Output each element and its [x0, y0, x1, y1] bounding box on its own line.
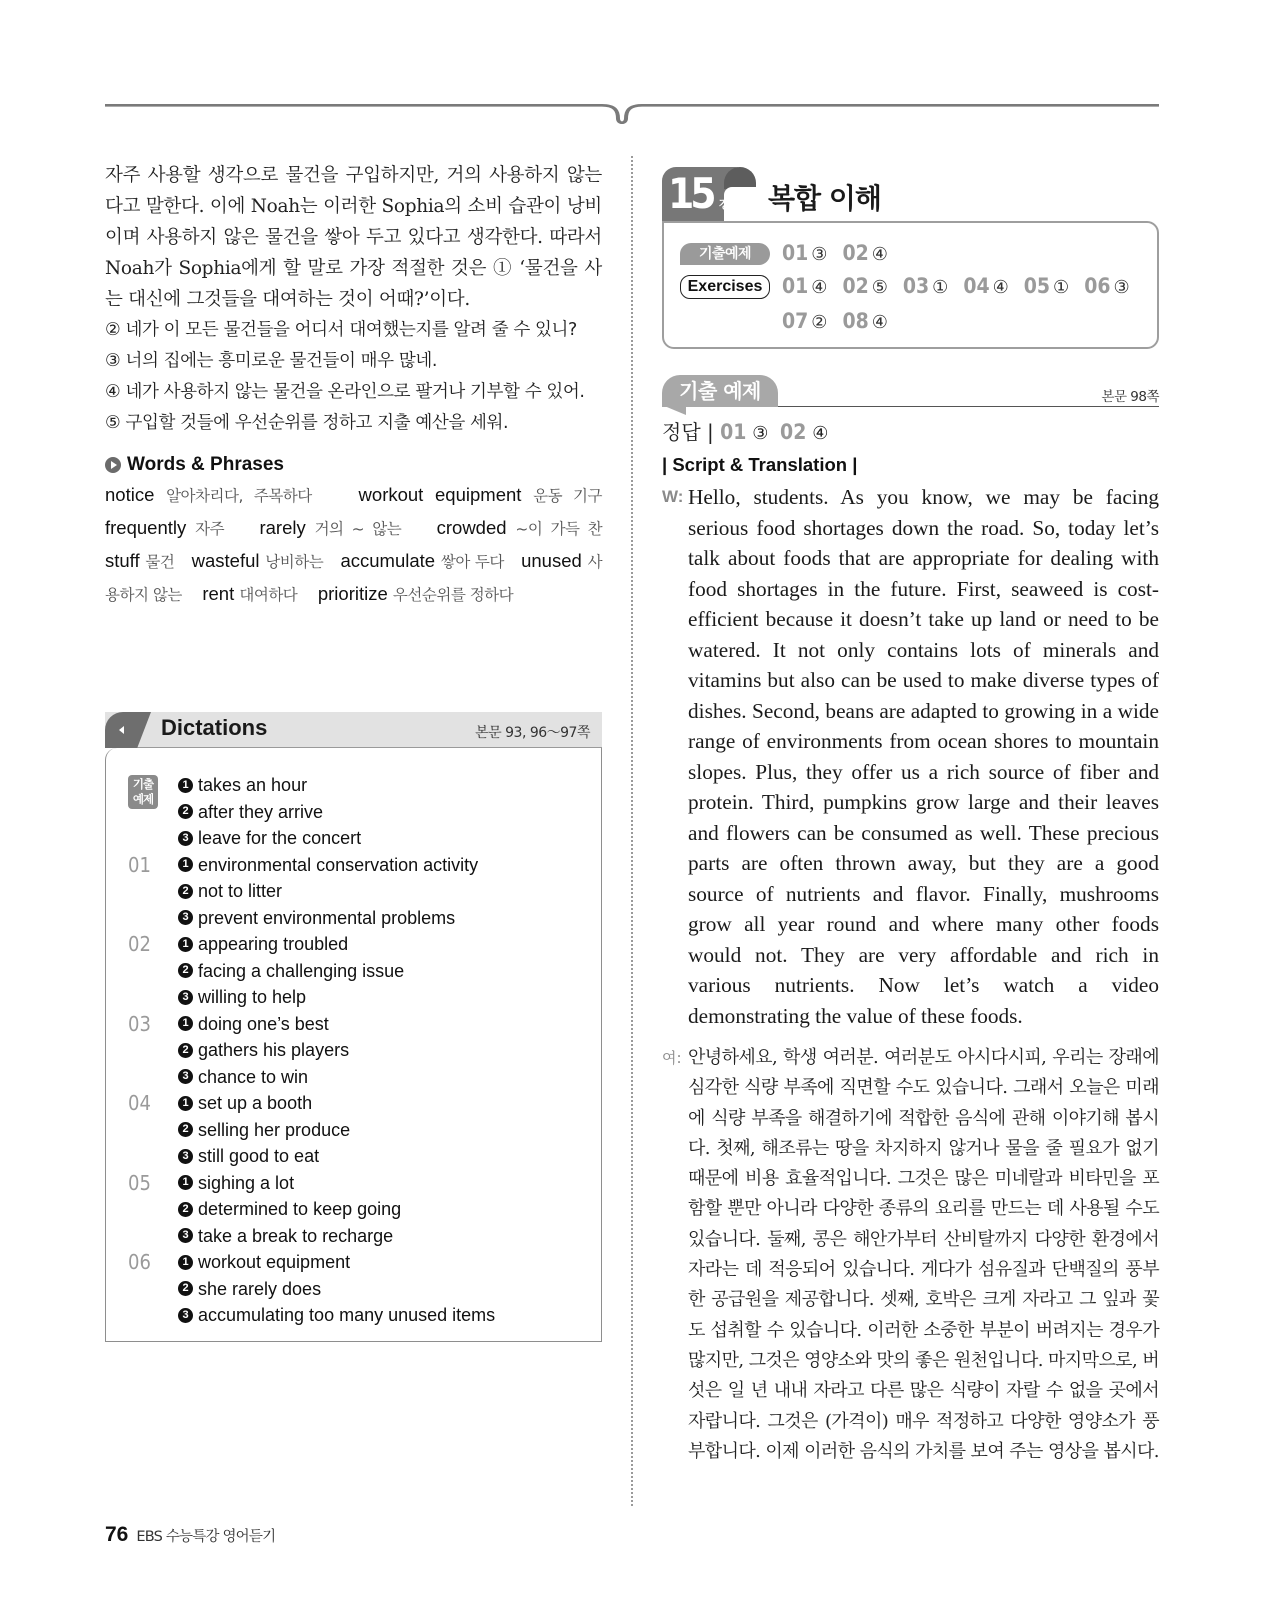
circled-1-icon: 1	[178, 1096, 193, 1111]
vocab-word: rarely	[259, 517, 306, 538]
vocab-meaning: 거의 ~ 않는	[314, 520, 402, 538]
lesson-header	[662, 165, 1159, 223]
dictation-item: 1 takes an hour	[178, 772, 601, 799]
circled-1-icon: 1	[178, 1255, 193, 1270]
explanation-paragraph: 자주 사용할 생각으로 물건을 구입하지만, 거의 사용하지 않는다고 말한다. 이에 Noah는 이러한 Sophia의 소비 습관이 낭비이며 사용하지 않은 물건을 쌓아 두고 있다고 생각한다. 따라서 Noah가 Sophia에게 할 말로 가장 적절한 것은 ① ‘물건을 사는 대신에 그것들을 대여하는 것이 어때?’이다.	[105, 165, 602, 310]
answer-item: 03 ①	[902, 274, 949, 298]
words-phrases-heading	[105, 451, 602, 479]
vocab-meaning: 대여하다	[239, 586, 298, 604]
book-title: EBS 수능특강 영어듣기	[136, 1529, 276, 1545]
dictation-item: 1 environmental conservation activity	[178, 852, 601, 879]
dictation-item: 2 facing a challenging issue	[178, 958, 601, 985]
vocab-entry	[340, 550, 503, 571]
dictations-title: Dictations	[161, 715, 268, 740]
speaker-label: 여:	[662, 1049, 682, 1067]
vocab-word: prioritize	[317, 583, 388, 604]
circled-2-icon: 2	[178, 1281, 193, 1296]
korean-translation	[662, 1043, 1159, 1467]
dictation-number: 06	[128, 1250, 151, 1274]
option-3: ③ 너의 집에는 흥미로운 물건들이 매우 많네.	[105, 351, 438, 371]
circled-3-icon: 3	[178, 1228, 193, 1243]
dictation-number: 04	[128, 1091, 151, 1115]
vocab-meaning: ~이 가득 찬	[515, 520, 603, 538]
circled-3-icon: 3	[178, 1149, 193, 1164]
dictation-item: 3 take a break to recharge	[178, 1223, 601, 1250]
vocab-word: crowded	[436, 517, 507, 538]
circled-2-icon: 2	[178, 963, 193, 978]
vocab-meaning: 알아차리다, 주목하다	[166, 487, 312, 505]
dictation-group-04	[106, 1090, 601, 1170]
words-phrases-list	[105, 479, 602, 611]
dictation-item: 2 selling her produce	[178, 1117, 601, 1144]
dictation-item: 3 prevent environmental problems	[178, 905, 601, 932]
dictation-group-02	[106, 931, 601, 1011]
circled-2-icon: 2	[178, 1043, 193, 1058]
dictation-number: 03	[128, 1011, 151, 1036]
dictation-item: 1 sighing a lot	[178, 1170, 601, 1197]
circled-2-icon: 2	[178, 804, 193, 819]
dictation-item: 3 leave for the concert	[178, 825, 601, 852]
lesson-unit: 강	[719, 198, 730, 211]
circled-3-icon: 3	[178, 831, 193, 846]
past-exam-section-header	[662, 375, 1159, 411]
vocab-word: rent	[202, 583, 235, 604]
dictations-header	[105, 712, 602, 748]
column-divider	[631, 156, 633, 1506]
circled-2-icon: 2	[178, 1202, 193, 1217]
dictations-box	[105, 712, 602, 1342]
dictations-page-reference: 본문 93, 96～97쪽	[475, 725, 590, 741]
answer-item: 04 ④	[963, 274, 1009, 298]
circled-2-icon: 2	[178, 1122, 193, 1137]
vocab-entry	[359, 484, 602, 505]
circled-3-icon: 3	[178, 990, 193, 1005]
past-exam-label: 기출예제	[680, 243, 770, 265]
right-column	[662, 165, 1159, 1467]
past-exam-answers-row	[680, 241, 1157, 274]
vocab-meaning: 물건	[145, 553, 175, 571]
option-2: ② 네가 이 모든 물건들을 어디서 대여했는지를 알려 줄 수 있니?	[105, 320, 577, 340]
answer-item: 05 ①	[1023, 274, 1070, 298]
vocab-meaning: 낭비하는	[265, 553, 324, 571]
circled-1-icon: 1	[178, 778, 193, 793]
page-number: 76	[105, 1523, 129, 1546]
vocab-word: unused	[521, 550, 582, 571]
english-script-text: Hello, students. As you know, we may be facing serious food shortages down the road. So, today let’s talk about foods that are appropriate for dealing with food shortages in the future. First, seaweed is cost-efficient because it doesn’t take up land or need to be watered. It not only contains lots of minerals and vitamins but also can be used to make diverse types of dishes. Second, beans are adapted to growing in a wide range of environments from ocean shores to mountain slopes. Plus, they offer us a rich source of fiber and protein. Third, pumpkins grow large and their leaves and flowers can be consumed as well. These precious parts are often thrown away, but they are a good source of nutrients and flavor. Finally, mushrooms grow all year round and where many other foods would not. They are very affordable and rich in various nutrients. Now let’s watch a video demonstrating the value of these foods.	[688, 485, 1159, 1028]
circled-1-icon: 1	[178, 1016, 193, 1031]
dictation-number: 02	[128, 932, 151, 956]
vocab-entry	[192, 550, 324, 571]
vocab-word: accumulate	[340, 550, 436, 571]
dictation-item: 3 still good to eat	[178, 1143, 601, 1170]
dictation-group-05	[106, 1170, 601, 1250]
answer-item: 01 ④	[782, 274, 828, 298]
vocab-word: frequently	[105, 517, 187, 538]
exercises-label: Exercises	[680, 275, 770, 299]
triangle-left-icon	[119, 726, 124, 734]
vocab-entry	[105, 517, 224, 538]
answer-item: 02 ④	[842, 241, 888, 265]
dictation-number: 01	[128, 852, 151, 877]
vocab-entry	[105, 484, 312, 505]
answer-item: 07 ②	[782, 309, 828, 333]
circled-1-icon: 1	[178, 937, 193, 952]
past-exam-badge: 기출 예제	[128, 775, 158, 809]
answer-item: 01 ③	[782, 241, 828, 265]
past-exam-page-reference: 본문 98쪽	[1101, 389, 1159, 405]
circled-1-icon: 1	[178, 857, 193, 872]
play-circle-icon	[105, 457, 121, 473]
circled-3-icon: 3	[178, 1308, 193, 1323]
circled-3-icon: 3	[178, 1069, 193, 1084]
english-script	[662, 482, 1159, 1031]
exercises-answers-row	[680, 274, 1157, 333]
vocab-meaning: 우선순위를 정하다	[392, 586, 514, 604]
dictation-group-03	[106, 1011, 601, 1091]
vocab-word: workout equipment	[358, 484, 522, 505]
vocab-entry	[437, 517, 602, 538]
dictations-body	[105, 748, 602, 1342]
dictation-item: 2 after they arrive	[178, 799, 601, 826]
answer-item: 06 ③	[1084, 274, 1130, 298]
dictation-item: 1 workout equipment	[178, 1249, 601, 1276]
top-decorative-rule	[105, 104, 1159, 124]
dictation-item: 2 not to litter	[178, 878, 601, 905]
korean-translation-text: 안녕하세요, 학생 여러분. 여러분도 아시다시피, 우리는 장래에 심각한 식량 부족에 직면할 수도 있습니다. 그래서 오늘은 미래에 식량 부족을 해결하기에 적합한 음식에 관해 이야기해 봅시다. 첫째, 해조류는 땅을 차지하지 않거나 물을 줄 필요가 없기 때문에 비용 효율적입니다. 그것은 많은 미네랄과 비타민을 포함할 뿐만 아니라 다양한 종류의 요리를 만드는 데 사용될 수도 있습니다. 둘째, 콩은 해안가부터 산비탈까지 다양한 환경에서 자라는 데 적응되어 있습니다. 게다가 섬유질과 단백질의 풍부한 공급원을 제공합니다. 셋째, 호박은 크게 자라고 그 잎과 꽃도 섭취할 수 있습니다. 이러한 소중한 부분이 버려지는 경우가 많지만, 그것은 영양소와 맛의 좋은 원천입니다. 마지막으로, 버섯은 일 년 내내 자라고 다른 많은 식량이 자랄 수 없을 곳에서 자랍니다. 그것은 (가격이) 매우 적정하고 다양한 영양소가 풍부합니다. 이제 이러한 음식의 가치를 보여 주는 영상을 봅시다.	[688, 1047, 1159, 1462]
dictation-item: 2 determined to keep going	[178, 1196, 601, 1223]
dictation-item: 1 doing one’s best	[178, 1011, 601, 1038]
speaker-label: W:	[662, 487, 684, 506]
vocab-entry	[318, 583, 513, 604]
dictation-item: 1 set up a booth	[178, 1090, 601, 1117]
script-translation-heading: | Script & Translation |	[662, 454, 858, 475]
dictation-group-01	[106, 852, 601, 932]
vocab-entry	[105, 550, 174, 571]
dictation-item: 3 chance to win	[178, 1064, 601, 1091]
dictation-item: 1 appearing troubled	[178, 931, 601, 958]
answer-item: 02 ⑤	[842, 274, 888, 298]
vocab-entry	[202, 583, 297, 604]
vocab-entry	[259, 517, 401, 538]
option-4: ④ 네가 사용하지 않는 물건을 온라인으로 팔거나 기부할 수 있어.	[105, 382, 585, 402]
vocab-meaning: 쌓아 두다	[440, 553, 504, 571]
vocab-word: stuff	[105, 550, 140, 571]
dictation-group-past-exam	[106, 772, 601, 852]
answer-options	[105, 315, 602, 439]
dictation-group-06	[106, 1249, 601, 1329]
vocab-word: wasteful	[191, 550, 260, 571]
answer-item: 08 ④	[842, 309, 888, 333]
option-5: ⑤ 구입할 것들에 우선순위를 정하고 지출 예산을 세워.	[105, 413, 509, 433]
vocab-meaning: 운동 기구	[533, 487, 603, 505]
page-footer	[105, 1523, 275, 1547]
circled-2-icon: 2	[178, 884, 193, 899]
lesson-number: 15	[668, 169, 713, 218]
dictation-item: 3 willing to help	[178, 984, 601, 1011]
dictation-number: 05	[128, 1170, 151, 1195]
words-phrases-title: Words & Phrases	[127, 454, 284, 475]
vocab-word: notice	[105, 484, 155, 505]
dictation-item: 3 accumulating too many unused items	[178, 1302, 601, 1329]
circled-1-icon: 1	[178, 1175, 193, 1190]
dictation-item: 2 she rarely does	[178, 1276, 601, 1303]
left-column	[105, 160, 602, 611]
dictation-item: 2 gathers his players	[178, 1037, 601, 1064]
past-exam-section-title: 기출 예제	[662, 375, 778, 407]
circled-3-icon: 3	[178, 910, 193, 925]
vocab-meaning: 자주	[195, 520, 225, 538]
vocab-meaning: 사용하지 않는	[105, 553, 603, 604]
answer-key-box	[662, 221, 1159, 349]
correct-answers: 정답 | 01 ③ 02 ④	[662, 420, 829, 444]
lesson-title: 복합 이해	[768, 182, 881, 215]
